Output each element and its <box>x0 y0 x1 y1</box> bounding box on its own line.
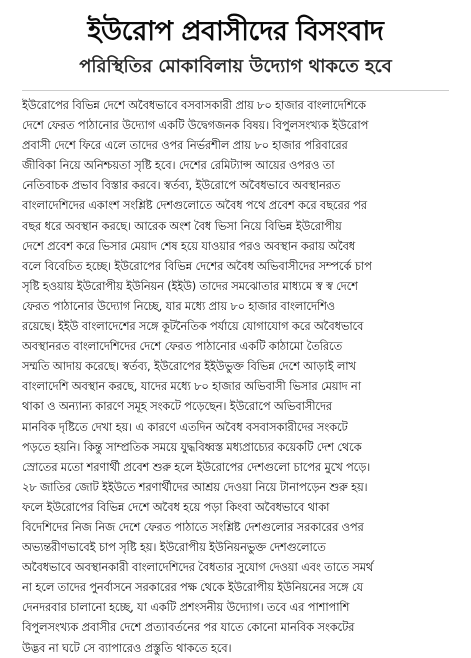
body-line: বাংলাদেশি অবস্থান করছে, যাদের মধ্যে ৮০ হাজার অভিবাসী ভিসার মেয়াদ না <box>22 379 361 394</box>
body-line: প্রবাসী দেশে ফিরে এলে তাদের ওপর নির্ভরশীল প্রায় ৮০ হাজার পরিবারের <box>22 138 348 153</box>
body-line: উদ্ভব না ঘটে সে ব্যাপারেও প্রস্তুতি থাকতে হবে। <box>22 640 232 655</box>
body-line: বিদেশিদের নিজ নিজ দেশে ফেরত পাঠাতে সংশ্লিষ্ট দেশগুলোর সরকারের ওপর <box>22 519 364 534</box>
divider <box>22 90 449 91</box>
body-line: রয়েছে। ইইউ বাংলাদেশের সঙ্গে কূটনৈতিক পর্যায়ে যোগাযোগ করে অবৈধভাবে <box>22 319 364 334</box>
body-line: সম্মতি আদায় করেছে। স্বর্তব্য, ইউরোপের ইইউভুক্ত বিভিন্ন দেশে আড়াই লাখ <box>22 359 356 374</box>
body-line: ২৮ জাতির জোট ইইউতে শরণার্থীদের আশ্রয় দেওয়া নিয়ে টানাপড়েন শুরু হয়। <box>22 479 368 494</box>
article-body <box>22 95 449 658</box>
body-line: ফেরত পাঠানোর উদ্যোগ নিচ্ছে, যার মধ্যে প্রায় ৮০ হাজার বাংলাদেশিও <box>22 298 335 313</box>
body-line: ফলে ইউরোপের বিভিন্ন দেশে অবৈধ হয়ে পড়া কিংবা অবৈধভাবে থাকা <box>22 499 330 514</box>
body-line: জীবিকা নিয়ে অনিশ্চয়তা সৃষ্টি হবে। দেশের রেমিট্যান্স আয়ের ওপরও তা <box>22 158 335 173</box>
body-line: দেশে প্রবেশ করে ভিসার মেয়াদ শেষ হয়ে যাওয়ার পরও অবস্থান করায় অবৈধ <box>22 238 356 253</box>
body-line: স্রোতের মতো শরণার্থী প্রবেশ শুরু হলে ইউরোপের দেশগুলো চাপের মুখে পড়ে। <box>22 459 371 474</box>
body-line: ইউরোপের বিভিন্ন দেশে অবৈধভাবে বসবাসকারী প্রায় ৮০ হাজার বাংলাদেশিকে <box>22 98 366 112</box>
headline: ইউরোপ প্রবাসীদের বিসংবাদ <box>87 16 384 47</box>
subheadline: পরিস্থিতির মোকাবিলায় উদ্যোগ থাকতে হবে <box>79 56 392 77</box>
body-line: সৃষ্টি হওয়ায় ইউরোপীয় ইউনিয়ন (ইইউ) তাদের সমঝোতার মাধ্যমে স্ব স্ব দেশে <box>22 278 358 293</box>
body-line: পড়তে হয়নি। কিন্তু সাম্প্রতিক সময়ে যুদ্ধবিধ্বস্ত মধ্যপ্রাচ্যের কয়েকটি দেশ থেকে <box>22 439 362 454</box>
body-line: বিপুলসংখ্যক প্রবাসীর দেশে প্রত্যাবর্তনের পর যাতে কোনো মানবিক সংকটের <box>22 620 355 635</box>
body-line: দেনদরবার চালানো হচ্ছে, যা একটি প্রশংসনীয় উদ্যোগ। তবে এর পাশাপাশি <box>22 600 350 615</box>
body-line: বাংলাদেশিদের একাংশ সংশ্লিষ্ট দেশগুলোতে অবৈধ পথে প্রবেশ করে বছরের পর <box>22 198 367 213</box>
body-line: অবৈধভাবে অবস্থানকারী বাংলাদেশিদের বৈধতার সুযোগ দেওয়া এবং তাতে সমর্থ <box>22 560 374 575</box>
body-line: থাকা ও অন্যান্য কারণে সমূহ সংকটে পড়েছেন। ইউরোপে অভিবাসীদের <box>22 399 332 414</box>
body-line: অবস্থানরত বাংলাদেশিদের দেশে ফেরত পাঠানোর একটি কাঠামো তৈরিতে <box>22 339 342 354</box>
body-line: অভ্যন্তরীণভাবেই চাপ সৃষ্টি হয়। ইউরোপীয় ইউনিয়নভুক্ত দেশগুলোতে <box>22 540 326 555</box>
body-line: বছর ধরে অবস্থান করছে। আরেক অংশ বৈধ ভিসা নিয়ে বিভিন্ন ইউরোপীয় <box>22 218 342 233</box>
body-line: দেশে ফেরত পাঠানোর উদ্যোগ একটি উদ্বেগজনক বিষয়। বিপুলসংখ্যক ইউরোপ <box>22 118 369 133</box>
body-line: নেতিবাচক প্রভাব বিস্তার করবে। স্বর্তব্য, ইউরোপে অবৈধভাবে অবস্থানরত <box>22 178 341 193</box>
body-line: মানবিক দৃষ্টিতে দেখা হয়। এ কারণে এতদিন অবৈধ বসবাসকারীদের সংকটে <box>22 419 348 434</box>
body-line: বলে বিবেচিত হচ্ছে। ইউরোপের বিভিন্ন দেশের অবৈধ অভিবাসীদের সম্পর্কে চাপ <box>22 258 372 273</box>
body-line: না হলে তাদের পুনর্বাসনে সরকারের পক্ষ থেকে ইউরোপীয় ইউনিয়নের সঙ্গে যে <box>22 580 363 595</box>
